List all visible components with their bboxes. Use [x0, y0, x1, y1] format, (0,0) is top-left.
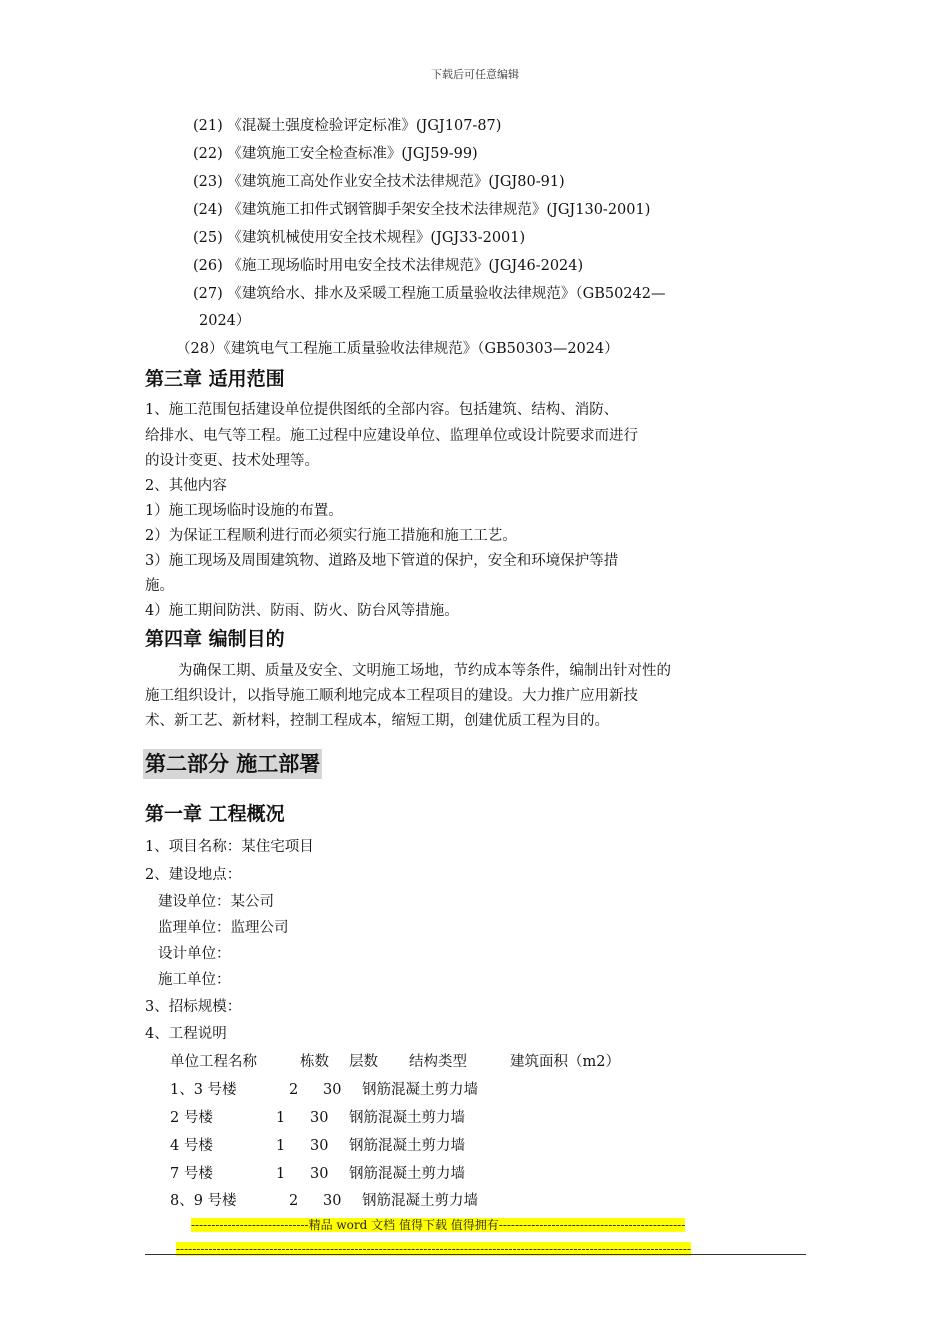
table-header-area: 建筑面积（m2） [510, 1054, 620, 1070]
standard-item: (22) 《建筑施工安全检查标准》(JGJ59-99) [193, 146, 478, 162]
chapter4-title: 第四章 编制目的 [145, 628, 285, 650]
table-cell-name: 1、3 号楼 [170, 1082, 237, 1098]
chapter3-line: 4）施工期间防洪、防雨、防火、防台风等措施。 [145, 603, 459, 619]
project-info-line: 施工单位： [158, 972, 231, 988]
chapter4-line: 术、新工艺、新材料，控制工程成本，缩短工期，创建优质工程为目的。 [145, 713, 609, 729]
project-info-line: 建设单位：某公司 [158, 894, 274, 910]
table-cell-structure: 钢筋混凝土剪力墙 [362, 1193, 478, 1209]
table-header-count: 栋数 [300, 1054, 329, 1070]
table-cell-structure: 钢筋混凝土剪力墙 [349, 1166, 465, 1182]
table-cell-name: 2 号楼 [170, 1110, 213, 1126]
table-cell-floors: 30 [323, 1082, 342, 1098]
footer-banner-wrap [191, 1214, 760, 1233]
chapter3-line: 2）为保证工程顺利进行而必须实行施工措施和施工工艺。 [145, 528, 517, 544]
chapter3-line: 1、施工范围包括建设单位提供图纸的全部内容。包括建筑、结构、消防、 [145, 402, 619, 418]
chapter3-line: 2、其他内容 [145, 478, 227, 494]
table-cell-count: 1 [276, 1138, 286, 1154]
page-header: 下载后可任意编辑 [431, 68, 519, 81]
chapter4-line: 为确保工期、质量及安全、文明施工场地，节约成本等条件，编制出针对性的 [178, 663, 671, 679]
footer-dashes: ------------------------------------------------------------------------------------------------------------------------------- [176, 1242, 691, 1256]
table-header-name: 单位工程名称 [170, 1054, 257, 1070]
standard-item: (21) 《混凝土强度检验评定标准》(JGJ107-87) [193, 118, 502, 134]
footer-rule [145, 1254, 806, 1255]
standard-item: （28）《建筑电气工程施工质量验收法律规范》（GB50303—2024） [176, 341, 619, 357]
chapter4-line: 施工组织设计，以指导施工顺利地完成本工程项目的建设。大力推广应用新技 [145, 688, 638, 704]
standard-item: (27) 《建筑给水、排水及采暖工程施工质量验收法律规范》（GB50242— [193, 286, 666, 302]
table-header-structure: 结构类型 [409, 1054, 467, 1070]
table-cell-name: 4 号楼 [170, 1138, 213, 1154]
standard-item-continued: 2024） [199, 313, 251, 329]
table-header-floors: 层数 [349, 1054, 378, 1070]
table-cell-name: 7 号楼 [170, 1166, 213, 1182]
table-cell-structure: 钢筋混凝土剪力墙 [349, 1110, 465, 1126]
table-cell-name: 8、9 号楼 [170, 1193, 237, 1209]
table-cell-floors: 30 [323, 1193, 342, 1209]
chapter1-title: 第一章 工程概况 [145, 803, 285, 825]
project-info-line: 2、建设地点： [145, 867, 242, 883]
chapter3-line: 1）施工现场临时设施的布置。 [145, 503, 343, 519]
table-cell-floors: 30 [310, 1138, 329, 1154]
chapter3-line: 的设计变更、技术处理等。 [145, 453, 319, 469]
standard-item: (25) 《建筑机械使用安全技术规程》(JGJ33-2001) [193, 230, 526, 246]
chapter3-title: 第三章 适用范围 [145, 368, 285, 390]
part-title: 第二部分 施工部署 [143, 749, 322, 779]
table-cell-count: 1 [276, 1110, 286, 1126]
project-info-line: 3、招标规模： [145, 999, 242, 1015]
table-cell-floors: 30 [310, 1166, 329, 1182]
project-info-line: 设计单位： [158, 946, 231, 962]
standard-item: (23) 《建筑施工高处作业安全技术法律规范》(JGJ80-91) [193, 174, 565, 190]
table-cell-count: 2 [289, 1193, 299, 1209]
table-cell-structure: 钢筋混凝土剪力墙 [349, 1138, 465, 1154]
table-cell-count: 1 [276, 1166, 286, 1182]
chapter3-line: 施。 [145, 578, 174, 594]
project-info-line: 1、项目名称：某住宅项目 [145, 839, 314, 855]
table-cell-count: 2 [289, 1082, 299, 1098]
table-cell-floors: 30 [310, 1110, 329, 1126]
standard-item: (26) 《施工现场临时用电安全技术法律规范》(JGJ46-2024) [193, 258, 584, 274]
standard-item: (24) 《建筑施工扣件式钢管脚手架安全技术法律规范》(JGJ130-2001) [193, 202, 651, 218]
chapter3-line: 3）施工现场及周围建筑物、道路及地下管道的保护，安全和环境保护等措 [145, 553, 619, 569]
table-cell-structure: 钢筋混凝土剪力墙 [362, 1082, 478, 1098]
project-info-line: 监理单位：监理公司 [158, 920, 289, 936]
footer-banner: -----------------------------精品 word 文档 值得下载 值得拥有---------------------------------------------- [191, 1218, 686, 1232]
project-info-line: 4、工程说明 [145, 1026, 227, 1042]
chapter3-line: 给排水、电气等工程。施工过程中应建设单位、监理单位或设计院要求而进行 [145, 428, 638, 444]
